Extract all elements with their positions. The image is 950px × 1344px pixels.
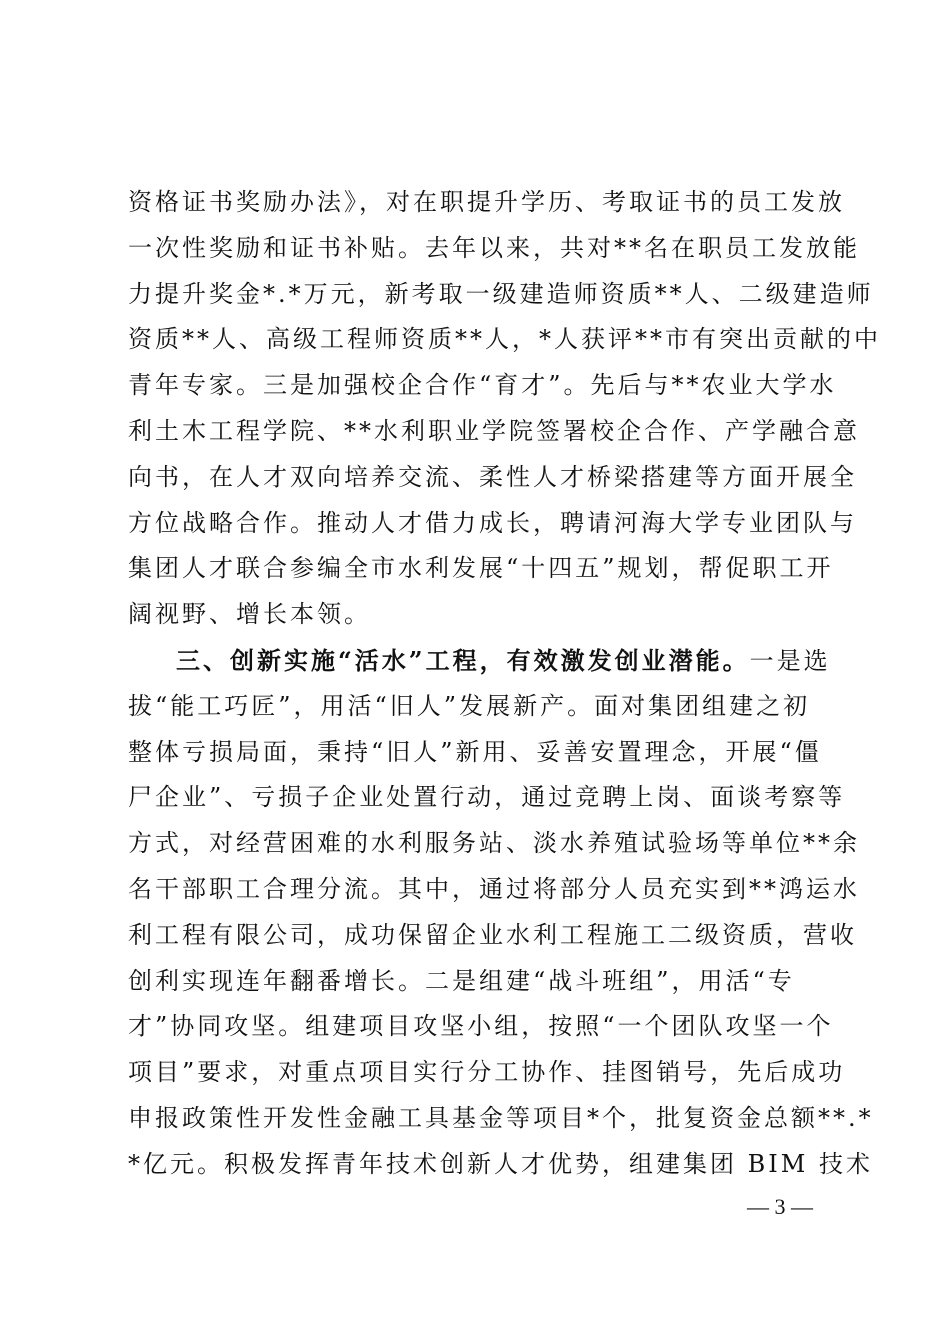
text-run: 一是选 bbox=[749, 646, 831, 675]
text-line: 资格证书奖励办法》，对在职提升学历、考取证书的员工发放 bbox=[128, 188, 845, 216]
text-line: *亿元。积极发挥青年技术创新人才优势，组建集团 BIM 技术 bbox=[128, 1149, 873, 1178]
paragraph-living-water-project bbox=[128, 638, 874, 1188]
text-line: 集团人才联合参编全市水利发展“十四五”规划，帮促职工开 bbox=[128, 554, 834, 583]
text-line: 力提升奖金*.*万元，新考取一级建造师资质**人、二级建造师 bbox=[128, 279, 874, 308]
text-line: 向书，在人才双向培养交流、柔性人才桥梁搭建等方面开展全 bbox=[128, 462, 857, 491]
text-line: 阔视野、增长本领。 bbox=[128, 600, 371, 629]
text-line: 拔“能工巧匠”，用活“旧人”发展新产。面对集团组建之初 bbox=[128, 691, 811, 720]
text-line: 尸企业”、亏损子企业处置行动，通过竞聘上岗、面谈考察等 bbox=[128, 783, 846, 812]
text-line: 方式，对经营困难的水利服务站、淡水养殖试验场等单位**余 bbox=[128, 829, 860, 858]
text-line: 申报政策性开发性金融工具基金等项目*个，批复资金总额**.* bbox=[128, 1103, 874, 1132]
text-line: 利土木工程学院、**水利职业学院签署校企合作、产学融合意 bbox=[128, 416, 860, 445]
text-line: 方位战略合作。推动人才借力成长，聘请河海大学专业团队与 bbox=[128, 508, 857, 537]
text-line: 才”协同攻坚。组建项目攻坚小组，按照“一个团队攻坚一个 bbox=[128, 1012, 834, 1041]
body-text bbox=[128, 180, 881, 1188]
text-line: 项目”要求，对重点项目实行分工协作、挂图销号，先后成功 bbox=[128, 1058, 846, 1087]
section-heading-line bbox=[128, 638, 831, 684]
section-heading: 三、创新实施“活水”工程，有效激发创业潜能。 bbox=[176, 645, 750, 675]
paragraph-talent-training bbox=[128, 180, 881, 638]
text-line: 整体亏损局面，秉持“旧人”新用、妥善安置理念，开展“僵 bbox=[128, 737, 822, 766]
text-line: 创利实现连年翻番增长。二是组建“战斗班组”，用活“专 bbox=[128, 966, 795, 995]
text-line: 资质**人、高级工程师资质**人，*人获评**市有突出贡献的中 bbox=[128, 325, 881, 354]
text-line: 利工程有限公司，成功保留企业水利工程施工二级资质，营收 bbox=[128, 920, 857, 949]
text-line: 名干部职工合理分流。其中，通过将部分人员充实到**鸿运水 bbox=[128, 874, 860, 903]
page-number: — 3 — bbox=[747, 1194, 813, 1219]
text-line: 青年专家。三是加强校企合作“育才”。先后与**农业大学水 bbox=[128, 371, 837, 400]
text-line: 一次性奖励和证书补贴。去年以来，共对**名在职员工发放能 bbox=[128, 233, 860, 262]
